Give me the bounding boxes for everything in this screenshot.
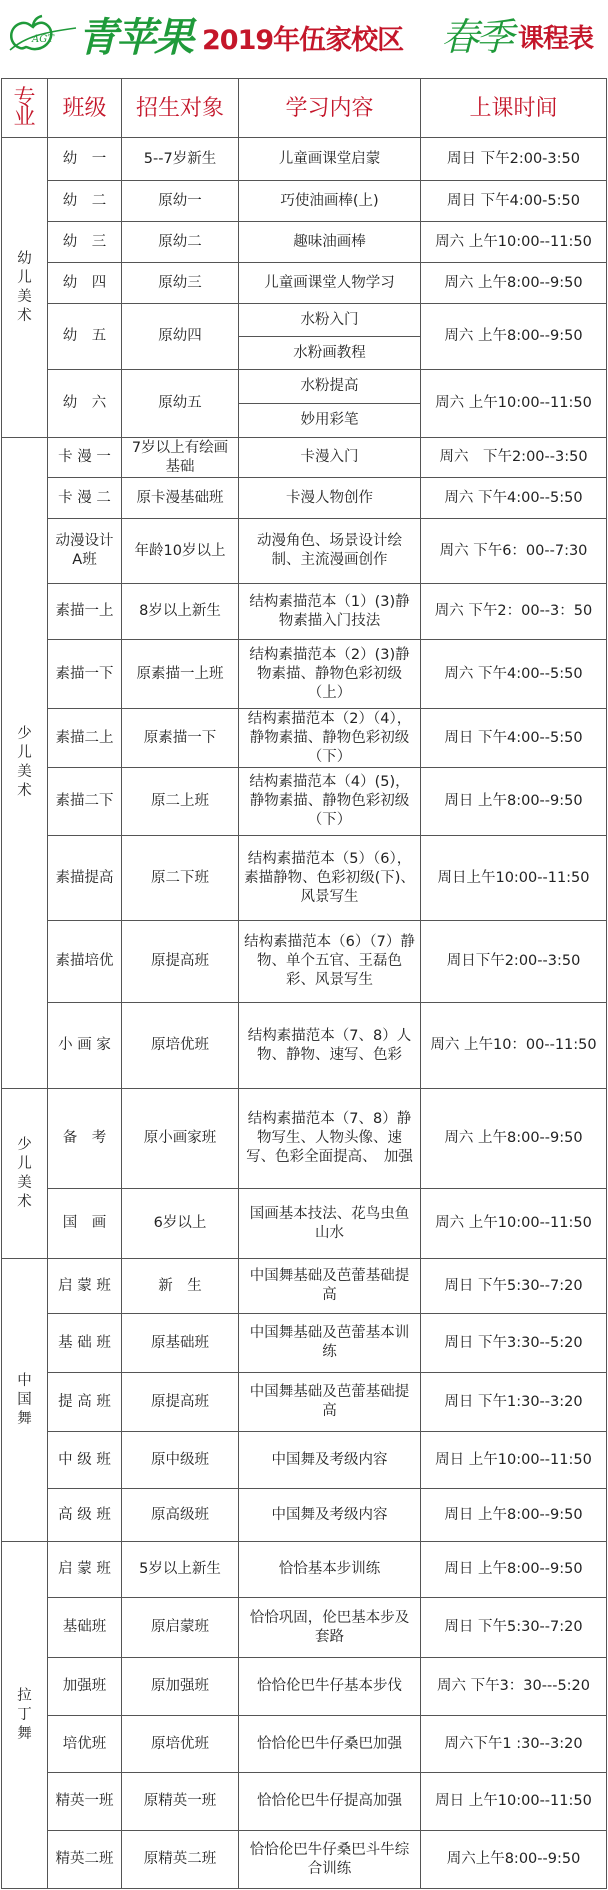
content-cell: 中国舞基础及芭蕾基础提高	[239, 1373, 421, 1432]
col-header-time: 上课时间	[421, 79, 607, 138]
time-cell: 周日 下午5:30--7:20	[421, 1259, 607, 1314]
table-row	[2, 768, 607, 836]
content-cell: 国画基本技法、花鸟虫鱼山水	[239, 1189, 421, 1259]
target-cell: 原精英二班	[122, 1831, 239, 1889]
target-cell: 原提高班	[122, 921, 239, 1003]
class-cell: 幼 五	[48, 304, 122, 370]
time-cell: 周日 上午8:00--9:50	[421, 1489, 607, 1542]
class-cell: 培优班	[48, 1716, 122, 1773]
target-cell: 原提高班	[122, 1373, 239, 1432]
category-label: 拉丁舞	[17, 1687, 32, 1742]
content-cell: 结构素描范本（6）（7）静物、单个五官、王磊色彩、风景写生	[239, 921, 421, 1003]
content-cell: 中国舞基础及芭蕾基本训练	[239, 1314, 421, 1373]
target-cell: 原素描一下	[122, 709, 239, 768]
category-label: 幼儿美术	[17, 250, 32, 324]
content-cell: 结构素描范本（1）(3)静物素描入门技法	[239, 584, 421, 640]
class-cell: 素描二下	[48, 768, 122, 836]
target-cell: 原二下班	[122, 836, 239, 921]
content-cell: 结构素描范本（5）（6），素描静物、色彩初级(下)、风景写生	[239, 836, 421, 921]
content-cell: 恰恰伦巴牛仔提高加强	[239, 1773, 421, 1831]
table-row	[2, 519, 607, 584]
content-cell: 中国舞基础及芭蕾基础提高	[239, 1259, 421, 1314]
target-cell: 原幼三	[122, 263, 239, 304]
time-cell: 周六 上午10：00--11:50	[421, 1003, 607, 1089]
content-cell: 巧使油画棒(上)	[239, 181, 421, 222]
table-row	[2, 921, 607, 1003]
category-cell	[2, 1089, 48, 1259]
time-cell: 周六 下午4:00--5:50	[421, 478, 607, 519]
time-cell: 周日 上午8:00--9:50	[421, 768, 607, 836]
category-label: 少儿美术	[17, 726, 32, 799]
category-cell	[2, 1542, 48, 1889]
category-cell	[2, 438, 48, 1089]
content-cell: 水粉画教程	[239, 337, 421, 370]
class-cell: 素描一上	[48, 584, 122, 640]
target-cell: 原卡漫基础班	[122, 478, 239, 519]
content-cell: 恰恰基本步训练	[239, 1542, 421, 1598]
class-cell: 高 级 班	[48, 1489, 122, 1542]
apple-logo-icon	[6, 14, 78, 54]
category-label: 少儿美术	[17, 1136, 32, 1210]
content-cell: 卡漫人物创作	[239, 478, 421, 519]
class-cell: 加强班	[48, 1658, 122, 1716]
table-row	[2, 304, 607, 337]
target-cell: 年龄10岁以上	[122, 519, 239, 584]
title-season: 春季	[441, 15, 512, 59]
class-cell: 中 级 班	[48, 1432, 122, 1489]
content-cell: 动漫角色、场景设计绘制、主流漫画创作	[239, 519, 421, 584]
content-cell: 恰恰伦巴牛仔桑巴加强	[239, 1716, 421, 1773]
col-header-content: 学习内容	[239, 79, 421, 138]
class-cell: 幼 四	[48, 263, 122, 304]
logo-text: AGT	[32, 34, 54, 45]
time-cell: 周日 下午3:30--5:20	[421, 1314, 607, 1373]
class-cell: 精英二班	[48, 1831, 122, 1889]
table-row	[2, 138, 607, 181]
target-cell: 5岁以上新生	[122, 1542, 239, 1598]
table-row	[2, 438, 607, 478]
table-row	[2, 1089, 607, 1189]
content-cell: 中国舞及考级内容	[239, 1432, 421, 1489]
content-cell: 结构素描范本（7、8）人物、静物、速写、色彩	[239, 1003, 421, 1089]
time-cell: 周六 下午2:00--3:50	[421, 438, 607, 478]
time-cell: 周日上午10:00--11:50	[421, 836, 607, 921]
content-cell: 中国舞及考级内容	[239, 1489, 421, 1542]
category-cell	[2, 1259, 48, 1542]
time-cell: 周六 上午10:00--11:50	[421, 370, 607, 438]
table-row	[2, 1831, 607, 1889]
content-cell: 卡漫入门	[239, 438, 421, 478]
table-row	[2, 1658, 607, 1716]
class-cell: 卡 漫 一	[48, 438, 122, 478]
time-cell: 周六 下午4:00--5:50	[421, 640, 607, 709]
table-row	[2, 584, 607, 640]
table-row	[2, 1542, 607, 1598]
category-label: 中国舞	[17, 1372, 32, 1427]
time-cell: 周日 下午1:30--3:20	[421, 1373, 607, 1432]
header-row	[2, 79, 607, 138]
time-cell: 周六 上午8:00--9:50	[421, 263, 607, 304]
time-cell: 周日 上午10:00--11:50	[421, 1773, 607, 1831]
class-cell: 卡 漫 二	[48, 478, 122, 519]
target-cell: 8岁以上新生	[122, 584, 239, 640]
content-cell: 结构素描范本（2）(3)静物素描、静物色彩初级（上）	[239, 640, 421, 709]
content-cell: 结构素描范本（2）（4），静物素描、静物色彩初级（下）	[239, 709, 421, 768]
time-cell: 周日 上午10:00--11:50	[421, 1432, 607, 1489]
target-cell: 原幼一	[122, 181, 239, 222]
class-cell: 幼 二	[48, 181, 122, 222]
class-cell: 动漫设计A班	[48, 519, 122, 584]
class-cell: 幼 一	[48, 138, 122, 181]
table-row	[2, 1259, 607, 1314]
brand-name: 青苹果	[78, 14, 192, 61]
table-row	[2, 370, 607, 404]
target-cell: 原幼五	[122, 370, 239, 438]
content-cell: 结构素描范本（4）(5)，静物素描、静物色彩初级（下）	[239, 768, 421, 836]
time-cell: 周日下午2:00--3:50	[421, 921, 607, 1003]
table-row	[2, 1716, 607, 1773]
col-header-class: 班级	[48, 79, 122, 138]
time-cell: 周六 上午8:00--9:50	[421, 1089, 607, 1189]
class-cell: 幼 三	[48, 222, 122, 263]
content-cell: 妙用彩笔	[239, 404, 421, 438]
header	[0, 0, 608, 78]
table-row	[2, 222, 607, 263]
time-cell: 周日 下午2:00-3:50	[421, 138, 607, 181]
class-cell: 启 蒙 班	[48, 1259, 122, 1314]
time-cell: 周六 下午6：00--7:30	[421, 519, 607, 584]
class-cell: 素描提高	[48, 836, 122, 921]
target-cell: 原中级班	[122, 1432, 239, 1489]
target-cell: 原素描一上班	[122, 640, 239, 709]
target-cell: 7岁以上有绘画基础	[122, 438, 239, 478]
class-cell: 幼 六	[48, 370, 122, 438]
content-cell: 恰恰伦巴牛仔桑巴斗牛综合训练	[239, 1831, 421, 1889]
class-cell: 素描二上	[48, 709, 122, 768]
class-cell: 小 画 家	[48, 1003, 122, 1089]
time-cell: 周六 上午8:00--9:50	[421, 304, 607, 370]
class-cell: 基 础 班	[48, 1314, 122, 1373]
content-cell: 恰恰巩固，伦巴基本步及套路	[239, 1598, 421, 1658]
category-cell	[2, 138, 48, 438]
schedule-body	[2, 138, 607, 1889]
table-row	[2, 1489, 607, 1542]
table-row	[2, 1189, 607, 1259]
target-cell: 原二上班	[122, 768, 239, 836]
target-cell: 原加强班	[122, 1658, 239, 1716]
table-row	[2, 478, 607, 519]
table-row	[2, 709, 607, 768]
class-cell: 提 高 班	[48, 1373, 122, 1432]
class-cell: 素描一下	[48, 640, 122, 709]
content-cell: 水粉入门	[239, 304, 421, 337]
time-cell: 周六 上午10:00--11:50	[421, 222, 607, 263]
time-cell: 周日 上午8:00--9:50	[421, 1542, 607, 1598]
title-main: 2019年伍家校区	[202, 25, 404, 56]
target-cell: 原基础班	[122, 1314, 239, 1373]
target-cell: 原培优班	[122, 1003, 239, 1089]
time-cell: 周六下午1 :30--3:20	[421, 1716, 607, 1773]
table-row	[2, 1432, 607, 1489]
content-cell: 恰恰伦巴牛仔基本步伐	[239, 1658, 421, 1716]
time-cell: 周日 下午4:00-5:50	[421, 181, 607, 222]
time-cell: 周日 下午5:30--7:20	[421, 1598, 607, 1658]
target-cell: 原幼四	[122, 304, 239, 370]
time-cell: 周六 下午3：30---5:20	[421, 1658, 607, 1716]
schedule-table	[1, 78, 607, 1889]
target-cell: 6岁以上	[122, 1189, 239, 1259]
target-cell: 原精英一班	[122, 1773, 239, 1831]
class-cell: 备 考	[48, 1089, 122, 1189]
content-cell: 儿童画课堂人物学习	[239, 263, 421, 304]
content-cell: 水粉提高	[239, 370, 421, 404]
target-cell: 原高级班	[122, 1489, 239, 1542]
target-cell: 新 生	[122, 1259, 239, 1314]
table-row	[2, 640, 607, 709]
col-header-major: 专业	[2, 79, 48, 138]
table-row	[2, 181, 607, 222]
class-cell: 启 蒙 班	[48, 1542, 122, 1598]
target-cell: 5--7岁新生	[122, 138, 239, 181]
content-cell: 结构素描范本（7、8）静物写生、人物头像、速写、色彩全面提高、 加强	[239, 1089, 421, 1189]
content-cell: 儿童画课堂启蒙	[239, 138, 421, 181]
target-cell: 原培优班	[122, 1716, 239, 1773]
title-tail: 课程表	[518, 24, 594, 54]
class-cell: 基础班	[48, 1598, 122, 1658]
table-row	[2, 1373, 607, 1432]
table-row	[2, 263, 607, 304]
class-cell: 素描培优	[48, 921, 122, 1003]
target-cell: 原幼二	[122, 222, 239, 263]
content-cell: 趣味油画棒	[239, 222, 421, 263]
table-row	[2, 1003, 607, 1089]
table-row	[2, 1598, 607, 1658]
class-cell: 精英一班	[48, 1773, 122, 1831]
col-header-target: 招生对象	[122, 79, 239, 138]
time-cell: 周六上午8:00--9:50	[421, 1831, 607, 1889]
target-cell: 原启蒙班	[122, 1598, 239, 1658]
time-cell: 周六 下午2：00--3：50	[421, 584, 607, 640]
table-row	[2, 836, 607, 921]
class-cell: 国 画	[48, 1189, 122, 1259]
table-row	[2, 1314, 607, 1373]
target-cell: 原小画家班	[122, 1089, 239, 1189]
time-cell: 周日 下午4:00--5:50	[421, 709, 607, 768]
table-row	[2, 1773, 607, 1831]
time-cell: 周六 上午10:00--11:50	[421, 1189, 607, 1259]
